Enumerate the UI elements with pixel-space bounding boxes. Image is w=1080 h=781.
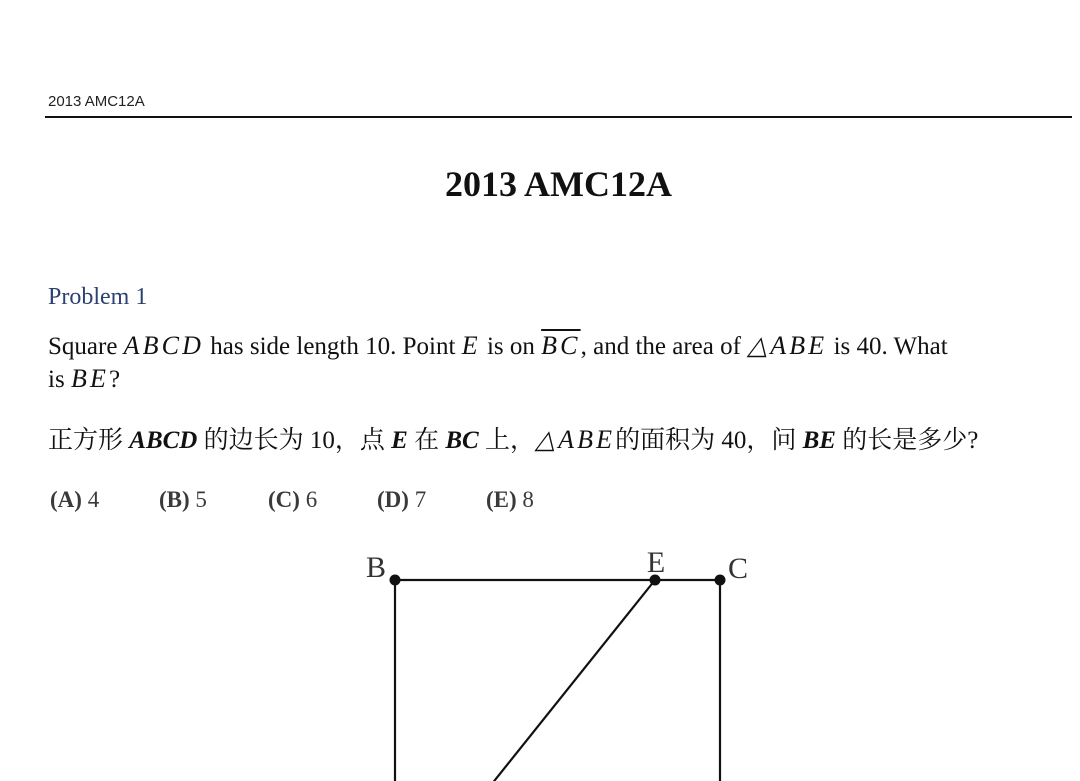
choice-value: 4 [87,487,100,512]
text-segment: is [827,333,857,360]
geometry-diagram [330,540,780,781]
math-square-name: ABCD [129,427,198,454]
choice-label: (D) [377,487,409,512]
math-segment-be: BE [802,427,836,454]
text-segment: 的面积为 40，问 [615,427,803,454]
text-segment: 在 [407,427,446,454]
math-point-e: E [461,331,481,360]
text-segment: . What [881,333,948,360]
choice-c [268,484,377,516]
page-title: 2013 AMC12A [445,164,672,204]
choice-label: (E) [486,487,517,512]
choice-value: 6 [305,487,318,512]
choice-value: 5 [195,487,207,512]
text-segment: 的长是多少? [835,427,979,454]
text-segment: 正方形 [48,427,130,454]
text-segment: is [48,366,71,393]
point-c-dot [715,575,726,586]
choice-b [159,484,268,516]
math-area: 40 [856,333,882,360]
choice-e [486,484,595,516]
text-segment: 的边长为 10，点 [197,427,392,454]
choice-label: (A) [50,487,82,512]
choice-value: 8 [522,487,534,512]
text-segment: ? [108,366,121,393]
math-segment-bc: $\overline{BC}$ [541,331,581,360]
point-c-label: C [727,552,749,585]
point-e-label: E [646,546,666,579]
running-header: 2013 AMC12A [48,93,145,110]
choice-d [377,484,486,516]
math-segment-be: BE [70,364,109,393]
math-triangle-abe: △ABE [747,331,828,360]
text-segment: . Point [390,333,462,360]
choice-label: (C) [268,487,300,512]
point-b-label: B [365,551,387,584]
choice-value: 7 [414,487,427,512]
math-segment-bc: BC [445,427,479,454]
choice-a [50,484,159,516]
header-rule [45,116,1072,118]
answer-choices [50,484,595,516]
text-segment: , and the area of [580,333,748,360]
math-triangle-abe: △ABE [534,425,616,454]
math-point-e: E [391,427,408,454]
text-segment: Square [48,333,124,360]
problem-statement-en [48,330,948,396]
problem-heading: Problem 1 [48,284,148,310]
choice-label: (B) [159,487,190,512]
math-square-name: ABCD [123,331,205,360]
text-segment: is on [480,333,542,360]
math-side-length: 10 [365,333,391,360]
problem-statement-zh [48,424,978,457]
segment-ae-line [395,580,655,781]
text-segment: 上， [478,427,535,454]
point-b-dot [390,575,401,586]
text-segment: has side length [204,333,366,360]
